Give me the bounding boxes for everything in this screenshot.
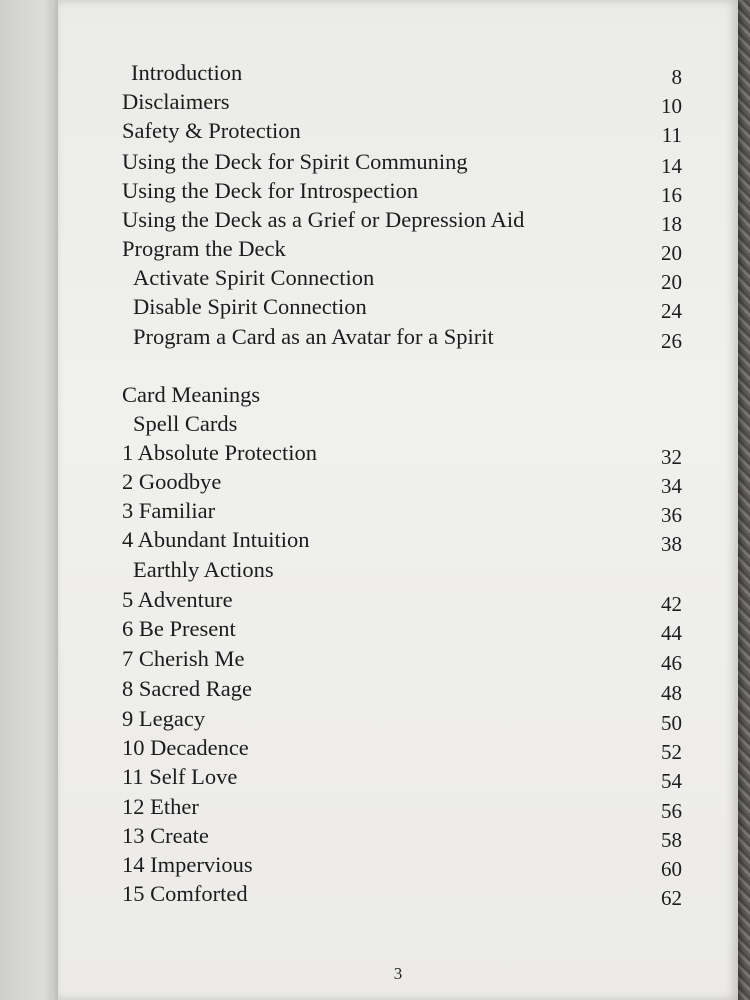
- toc-entry-title: 15 Comforted: [122, 881, 248, 906]
- toc-entry-card-10: [122, 733, 682, 763]
- toc-entry-page: 38: [661, 532, 682, 556]
- earthly-actions-heading: [133, 555, 682, 585]
- toc-entry-grief-aid: [122, 205, 682, 235]
- toc-entry-title: 4 Abundant Intuition: [122, 527, 310, 552]
- toc-entry-activate-connection: [133, 263, 682, 293]
- toc-entry-card-3: [122, 496, 682, 526]
- toc-entry-safety: [122, 116, 682, 146]
- toc-entry-page: 52: [661, 740, 682, 764]
- subsection-heading: Earthly Actions: [133, 557, 274, 582]
- toc-entry-title: Using the Deck for Spirit Communing: [122, 149, 468, 174]
- toc-entry-card-13: [122, 821, 682, 851]
- toc-entry-card-15: [122, 879, 682, 909]
- toc-entry-card-2: [122, 467, 682, 497]
- toc-entry-card-8: [122, 674, 682, 704]
- toc-entry-page: 60: [661, 857, 682, 881]
- toc-entry-card-4: [122, 525, 682, 555]
- toc-entry-title: Introduction: [131, 60, 243, 85]
- book-page: [58, 0, 738, 1000]
- toc-entry-card-5: [122, 585, 682, 615]
- card-meanings-heading: [122, 380, 682, 410]
- toc-entry-page: 26: [661, 329, 682, 353]
- toc-entry-page: 18: [661, 212, 682, 236]
- toc-entry-title: 6 Be Present: [122, 616, 236, 641]
- toc-entry-avatar: [133, 322, 682, 352]
- toc-entry-page: 8: [671, 65, 682, 89]
- toc-entry-card-11: [122, 762, 682, 792]
- toc-entry-card-7: [122, 644, 682, 674]
- previous-page-edge: [0, 0, 62, 1000]
- toc-entry-title: Disclaimers: [122, 89, 230, 114]
- toc-entry-title: 12 Ether: [122, 794, 199, 819]
- toc-entry-page: 56: [661, 799, 682, 823]
- toc-entry-introduction: [131, 58, 682, 88]
- toc-entry-title: 8 Sacred Rage: [122, 676, 252, 701]
- page-number: 3: [393, 964, 403, 983]
- toc-entry-page: 24: [661, 299, 682, 323]
- toc-entry-title: Using the Deck as a Grief or Depression Aid: [122, 207, 525, 232]
- toc-entry-page: 42: [661, 592, 682, 616]
- toc-entry-title: Activate Spirit Connection: [133, 265, 375, 290]
- toc-entry-page: 48: [661, 681, 682, 705]
- toc-entry-title: 2 Goodbye: [122, 469, 222, 494]
- toc-entry-card-14: [122, 850, 682, 880]
- toc-entry-page: 36: [661, 503, 682, 527]
- subsection-heading: Spell Cards: [133, 411, 238, 436]
- toc-entry-page: 62: [661, 886, 682, 910]
- toc-entry-page: 11: [661, 123, 682, 147]
- toc-entry-title: 3 Familiar: [122, 498, 216, 523]
- toc-entry-page: 20: [661, 270, 682, 294]
- toc-entry-page: 46: [661, 651, 682, 675]
- toc-entry-page: 10: [661, 94, 682, 118]
- toc-entry-page: 14: [661, 154, 682, 178]
- toc-entry-title: Safety & Protection: [122, 118, 301, 143]
- toc-entry-title: 10 Decadence: [122, 735, 249, 760]
- toc-entry-title: Using the Deck for Introspection: [122, 178, 419, 203]
- toc-entry-title: Program the Deck: [122, 236, 286, 261]
- toc-entry-card-6: [122, 614, 682, 644]
- spell-cards-heading: [133, 409, 682, 439]
- toc-entry-introspection: [122, 176, 682, 206]
- toc-entry-card-12: [122, 792, 682, 822]
- toc-entry-page: 20: [661, 241, 682, 265]
- toc-entry-program-deck: [122, 234, 682, 264]
- toc-entry-title: 13 Create: [122, 823, 209, 848]
- toc-entry-disable-connection: [133, 292, 682, 322]
- toc-entry-page: 34: [661, 474, 682, 498]
- toc-entry-title: 11 Self Love: [122, 764, 238, 789]
- toc-entry-page: 16: [661, 183, 682, 207]
- toc-entry-page: 50: [661, 711, 682, 735]
- toc-entry-title: Disable Spirit Connection: [133, 294, 367, 319]
- toc-entry-card-9: [122, 704, 682, 734]
- toc-entry-title: 7 Cherish Me: [122, 646, 245, 671]
- toc-entry-title: 5 Adventure: [122, 587, 233, 612]
- toc-entry-title: 14 Impervious: [122, 852, 253, 877]
- toc-entry-page: 32: [661, 445, 682, 469]
- toc-entry-page: 54: [661, 769, 682, 793]
- toc-entry-title: 1 Absolute Protection: [122, 440, 317, 465]
- toc-entry-page: 58: [661, 828, 682, 852]
- toc-entry-disclaimers: [122, 87, 682, 117]
- toc-entry-title: Program a Card as an Avatar for a Spirit: [133, 324, 494, 349]
- toc-entry-page: 44: [661, 621, 682, 645]
- toc-entry-card-1: [122, 438, 682, 468]
- section-heading: Card Meanings: [122, 382, 261, 407]
- toc-entry-spirit-communing: [122, 147, 682, 177]
- toc-entry-title: 9 Legacy: [122, 706, 206, 731]
